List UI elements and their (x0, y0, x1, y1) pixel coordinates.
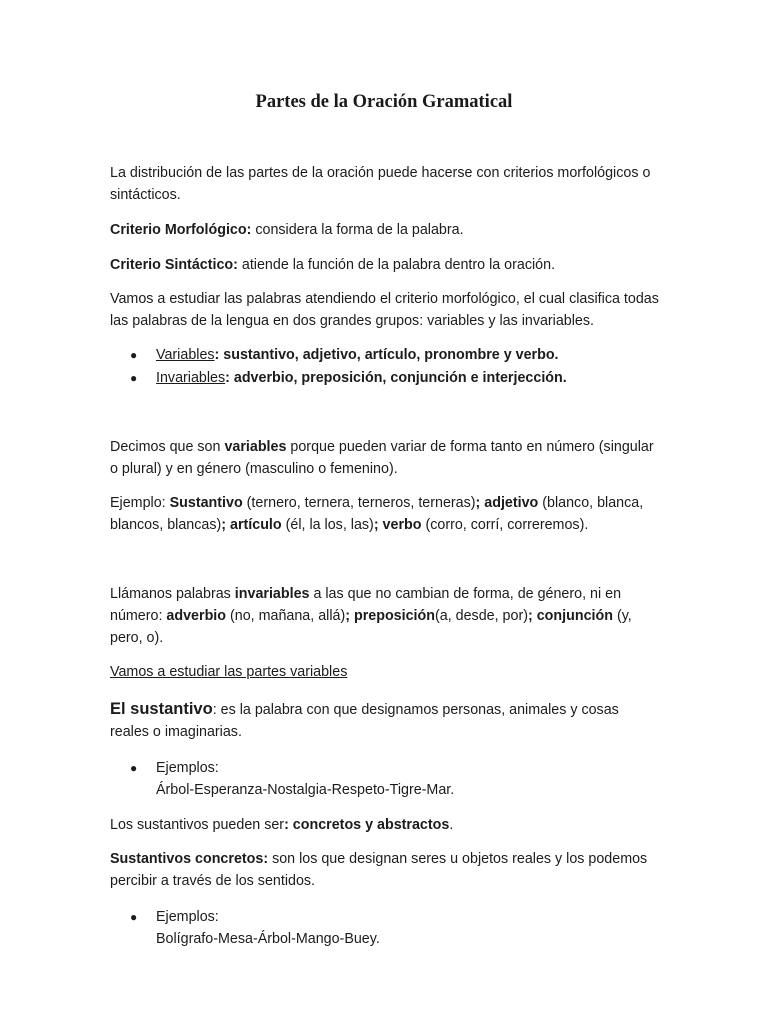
articulo-term: ; artículo (221, 517, 282, 533)
ejemplos-label: Ejemplos: (156, 760, 219, 776)
bullet-invariables-text: : adverbio, preposición, conjunción e interjección. (225, 370, 567, 386)
text-run: (ternero, ternera, terneros, terneras) (242, 495, 476, 511)
bullet-ejemplos-2 (130, 906, 696, 950)
verbo-term: ; verbo (373, 517, 422, 533)
document-title: Partes de la Oración Gramatical (255, 92, 513, 112)
bullet-ejemplos-1 (130, 757, 696, 801)
text-run: (y, pero, o). (110, 608, 632, 646)
text-run: : es la palabra con que designamos personas, animales y cosas reales o imaginarias. (110, 702, 619, 740)
concretos-paragraph (110, 848, 660, 892)
bullet-icon: ● (130, 910, 138, 924)
concretos-label: Sustantivos concretos: (110, 851, 269, 867)
preposicion-term: ; preposición (345, 608, 435, 624)
sustantivo-paragraph (110, 698, 660, 743)
intro-paragraph: La distribución de las partes de la oración puede hacerse con criterios morfológicos o sintácticos. (110, 165, 651, 203)
ejemplos-list: Árbol-Esperanza-Nostalgia-Respeto-Tigre-Mar. (156, 782, 455, 798)
ejemplo-paragraph (110, 492, 660, 536)
ejemplos-list: Bolígrafo-Mesa-Árbol-Mango-Buey. (156, 931, 380, 947)
criterio-sintactico-label: Criterio Sintáctico: (110, 257, 238, 273)
text-run: Los sustantivos pueden ser (110, 817, 285, 833)
adverbio-term: adverbio (166, 608, 227, 624)
criterio-morfologico-text: considera la forma de la palabra. (251, 222, 464, 238)
bullet-invariables-label: Invariables (156, 370, 226, 386)
text-run: (a, desde, por) (435, 608, 528, 624)
sustantivo-term: Sustantivo (169, 495, 243, 511)
tipos-paragraph (110, 814, 660, 836)
invariables-paragraph (110, 583, 660, 649)
sustantivo-heading: El sustantivo (110, 700, 213, 718)
partes-variables-heading: Vamos a estudiar las partes variables (110, 664, 348, 680)
text-run: . (449, 817, 454, 833)
estudiar-paragraph: Vamos a estudiar las palabras atendiendo el criterio morfológico, el cual clasifica todas las palabras de la lengua en dos grandes grupos: variables y las invariables. (110, 291, 659, 329)
criterio-sintactico-paragraph (110, 254, 660, 276)
criterio-morfologico-paragraph (110, 219, 660, 241)
tipos-term: : concretos y abstractos (284, 817, 450, 833)
text-run: Llámanos palabras (110, 586, 235, 602)
criterio-morfologico-label: Criterio Morfológico: (110, 222, 252, 238)
bullet-icon: ● (130, 348, 138, 362)
text-run: porque pueden variar de forma tanto en número (singular o plural) y en género (masculino o femenino). (110, 439, 654, 477)
text-run: Ejemplo: (110, 495, 170, 511)
bullet-variables-label: Variables (156, 347, 215, 363)
text-run: son los que designan seres u objetos reales y los podemos percibir a través de los sentidos. (110, 851, 648, 889)
bullet-variables (130, 344, 696, 366)
conjuncion-term: ; conjunción (527, 608, 613, 624)
bullet-icon: ● (130, 761, 138, 775)
text-run: a las que no cambian de forma, de género, ni en número: (110, 586, 622, 624)
adjetivo-term: ; adjetivo (475, 495, 539, 511)
variables-paragraph (110, 436, 660, 480)
text-run: Decimos que son (110, 439, 225, 455)
variables-term: variables (224, 439, 287, 455)
invariables-term: invariables (234, 586, 310, 602)
bullet-invariables (130, 367, 696, 389)
text-run: (no, mañana, allá) (226, 608, 346, 624)
text-run: (blanco, blanca, blancos, blancas) (110, 495, 644, 533)
text-run: (corro, corrí, correremos). (421, 517, 589, 533)
criterio-sintactico-text: atiende la función de la palabra dentro la oración. (237, 257, 556, 273)
ejemplos-label: Ejemplos: (156, 909, 219, 925)
text-run: (él, la los, las) (281, 517, 374, 533)
bullet-icon: ● (130, 371, 138, 385)
bullet-variables-text: : sustantivo, adjetivo, artículo, pronombre y verbo. (214, 347, 559, 363)
